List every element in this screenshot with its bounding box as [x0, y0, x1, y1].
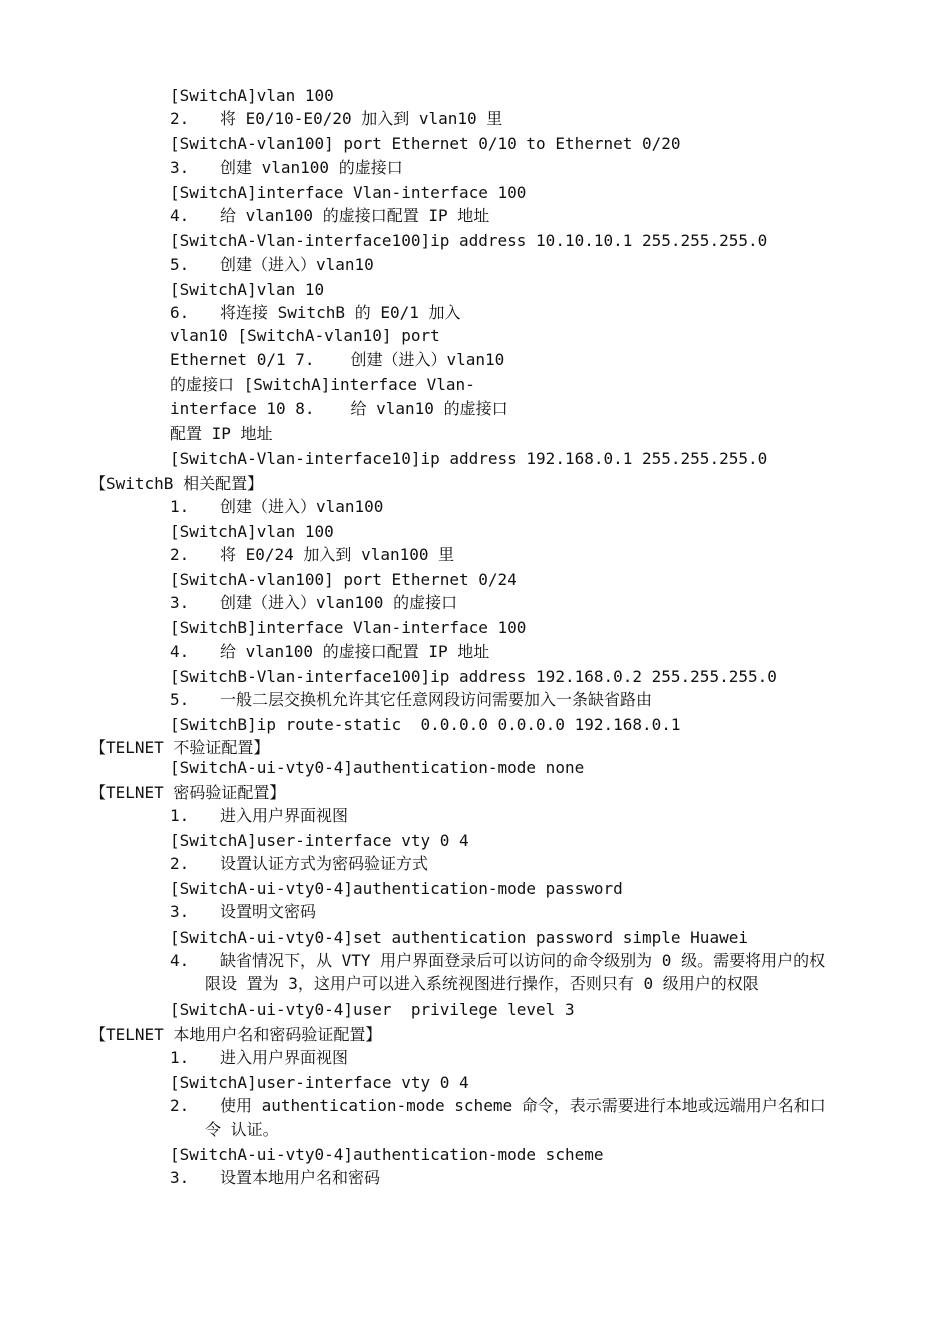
step-item — [170, 1096, 826, 1116]
command-line: [SwitchB-Vlan-interface100]ip address 192.168.0.2 255.255.255.0 — [170, 667, 777, 686]
step-number: 3. — [170, 1168, 190, 1187]
step-item — [170, 497, 383, 517]
step-item — [170, 951, 825, 971]
command-line: [SwitchB]interface Vlan-interface 100 — [170, 618, 527, 637]
step-text: 将 E0/24 加入到 vlan100 里 — [220, 545, 455, 564]
wrapped-text: interface 10 8. — [170, 399, 315, 418]
step-item — [170, 303, 461, 323]
command-line: [SwitchA-ui-vty0-4]authentication-mode password — [170, 879, 623, 898]
step-text: 创建 vlan100 的虚接口 — [220, 158, 403, 177]
wrapped-line — [170, 399, 508, 419]
command-line: [SwitchA]vlan 100 — [170, 522, 334, 541]
step-number: 4. — [170, 206, 190, 225]
step-text: 进入用户界面视图 — [220, 806, 349, 825]
step-number: 2. — [170, 545, 190, 564]
command-line: [SwitchB]ip route-static 0.0.0.0 0.0.0.0 192.168.0.1 — [170, 715, 681, 734]
step-text-continued: 限设 置为 3，这用户可以进入系统视图进行操作，否则只有 0 级用户的权限 — [205, 974, 759, 993]
step-number: 6. — [170, 303, 190, 322]
command-line: [SwitchA-Vlan-interface100]ip address 10.10.10.1 255.255.255.0 — [170, 231, 768, 250]
step-text: 创建（进入）vlan100 — [220, 497, 384, 516]
wrapped-text: 创建（进入）vlan10 — [350, 350, 505, 369]
step-text: 创建（进入）vlan10 — [220, 255, 374, 274]
step-item — [170, 255, 374, 275]
command-line: [SwitchA-vlan100] port Ethernet 0/10 to Ethernet 0/20 — [170, 134, 681, 153]
step-number: 4. — [170, 642, 190, 661]
step-item — [170, 806, 348, 826]
step-item — [170, 593, 457, 613]
step-text: 设置认证方式为密码验证方式 — [220, 854, 429, 873]
section-heading: 【TELNET 密码验证配置】 — [90, 783, 286, 802]
step-number: 1. — [170, 497, 190, 516]
step-number: 3. — [170, 902, 190, 921]
wrapped-line — [170, 350, 504, 370]
step-item — [170, 1168, 380, 1188]
wrapped-text: Ethernet 0/1 7. — [170, 350, 315, 369]
step-number: 3. — [170, 158, 190, 177]
step-item — [170, 545, 454, 565]
command-line: [SwitchA-ui-vty0-4]user privilege level 3 — [170, 1000, 575, 1019]
step-number: 4. — [170, 951, 190, 970]
step-number: 1. — [170, 1048, 190, 1067]
step-item — [170, 1048, 348, 1068]
wrapped-line: 配置 IP 地址 — [170, 424, 273, 443]
command-line: [SwitchA-vlan100] port Ethernet 0/24 — [170, 570, 517, 589]
step-item — [170, 690, 652, 710]
step-item — [170, 109, 502, 129]
command-line: [SwitchA-ui-vty0-4]set authentication password simple Huawei — [170, 928, 748, 947]
wrapped-text: 给 vlan10 的虚接口 — [350, 399, 508, 418]
step-number: 5. — [170, 255, 190, 274]
step-number: 2. — [170, 109, 190, 128]
step-text-continued: 令 认证。 — [205, 1120, 279, 1139]
section-heading: 【SwitchB 相关配置】 — [90, 474, 264, 493]
command-line: [SwitchA]vlan 100 — [170, 86, 334, 105]
step-text: 一般二层交换机允许其它任意网段访问需要加入一条缺省路由 — [220, 690, 653, 709]
step-item — [170, 158, 403, 178]
step-number: 3. — [170, 593, 190, 612]
step-text: 将 E0/10-E0/20 加入到 vlan10 里 — [220, 109, 503, 128]
step-item — [170, 902, 316, 922]
step-number: 2. — [170, 854, 190, 873]
command-line: [SwitchA-Vlan-interface10]ip address 192.168.0.1 255.255.255.0 — [170, 449, 768, 468]
step-text: 将连接 SwitchB 的 E0/1 加入 — [220, 303, 461, 322]
step-text: 缺省情况下，从 VTY 用户界面登录后可以访问的命令级别为 0 级。需要将用户的权 — [220, 951, 826, 970]
command-line: [SwitchA]interface Vlan-interface 100 — [170, 183, 527, 202]
step-text: 设置本地用户名和密码 — [220, 1168, 381, 1187]
step-item — [170, 642, 489, 662]
step-text: 创建（进入）vlan100 的虚接口 — [220, 593, 458, 612]
wrapped-line: 的虚接口 [SwitchA]interface Vlan- — [170, 375, 475, 394]
command-line: [SwitchA]vlan 10 — [170, 280, 325, 299]
step-number: 2. — [170, 1096, 190, 1115]
command-line: [SwitchA]user-interface vty 0 4 — [170, 1073, 469, 1092]
step-text: 进入用户界面视图 — [220, 1048, 349, 1067]
section-heading: 【TELNET 本地用户名和密码验证配置】 — [90, 1025, 382, 1044]
step-item — [170, 206, 489, 226]
command-line: [SwitchA-ui-vty0-4]authentication-mode scheme — [170, 1145, 604, 1164]
step-text: 给 vlan100 的虚接口配置 IP 地址 — [220, 206, 490, 225]
command-line: [SwitchA-ui-vty0-4]authentication-mode none — [170, 758, 585, 777]
step-item — [170, 854, 428, 874]
step-text: 使用 authentication-mode scheme 命令，表示需要进行本地或远端用户名和口 — [220, 1096, 826, 1115]
command-line: [SwitchA]user-interface vty 0 4 — [170, 831, 469, 850]
step-number: 5. — [170, 690, 190, 709]
step-text: 设置明文密码 — [220, 902, 317, 921]
wrapped-line: vlan10 [SwitchA-vlan10] port — [170, 326, 440, 345]
step-number: 1. — [170, 806, 190, 825]
section-heading: 【TELNET 不验证配置】 — [90, 738, 270, 757]
step-text: 给 vlan100 的虚接口配置 IP 地址 — [220, 642, 490, 661]
